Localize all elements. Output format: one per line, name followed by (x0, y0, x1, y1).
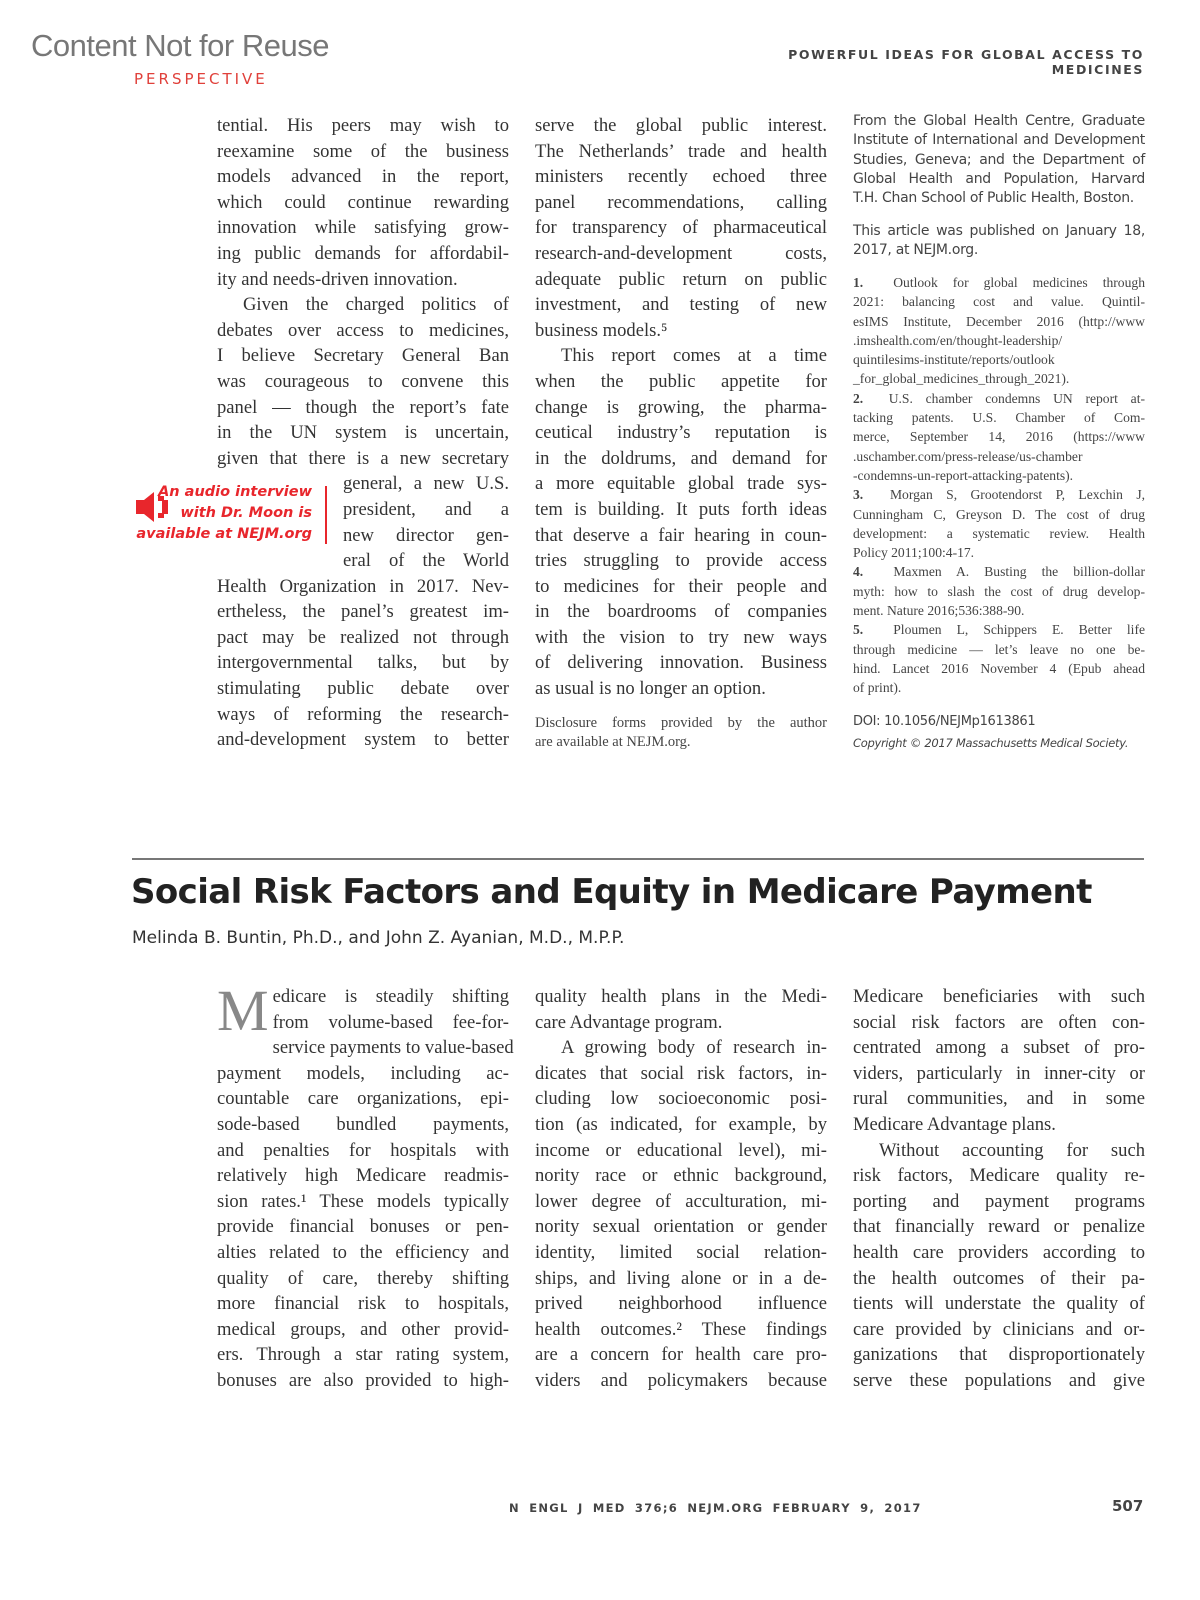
reference-text: ment. Nature 2016;536:388-90. (853, 603, 1025, 619)
footer-citation: N ENGL J MED 376;6 NEJM.ORG FEBRUARY 9, 2017 (509, 1501, 922, 1515)
text-line: Medicare beneficiaries with such (853, 986, 1145, 1007)
disclosure-line: Disclosure forms provided by the author (535, 715, 827, 731)
text-line: sode-based bundled payments, (217, 1113, 509, 1135)
text-line: viders and policymakers because (535, 1369, 827, 1391)
paragraph (535, 343, 827, 701)
text-line: identity, limited social relation- (535, 1241, 827, 1263)
text-line: Without accounting for such (879, 1139, 1145, 1161)
reference-line (853, 524, 1145, 543)
text-line: From the Global Health Centre, Graduate (853, 113, 1145, 129)
copyright: Copyright © 2017 Massachusetts Medical Society. (853, 736, 1129, 750)
reference-text: myth: how to slash the cost of drug develop- (853, 583, 1145, 599)
text-line: quality of care, thereby shifting (217, 1267, 509, 1289)
audio-note-line: available at NEJM.org (136, 526, 312, 542)
reference-text: .imshealth.com/en/thought-leadership/ (853, 332, 1063, 348)
paragraph (217, 113, 509, 292)
paragraph (217, 978, 514, 1394)
text-line: in the boardrooms of companies (535, 601, 827, 623)
text-line: new director gen- (343, 524, 509, 546)
text-line: adequate public return on public (535, 268, 827, 290)
text-line: Given the charged politics of (243, 294, 509, 316)
article-authors: Melinda B. Buntin, Ph.D., and John Z. Ayanian, M.D., M.P.P. (132, 928, 625, 948)
text-line: tem is building. It puts forth ideas (535, 498, 827, 520)
text-line: business models.⁵ (535, 319, 668, 341)
reference-text: hind. Lancet 2016 November 4 (Epub ahead (853, 660, 1145, 676)
reference-text: Morgan S, Grootendorst P, Lexchin J, (889, 487, 1146, 503)
text-line: ships, and living alone or in a de- (535, 1267, 827, 1289)
reference-line (853, 312, 1145, 331)
text-line: that deserve a fair hearing in coun- (535, 524, 827, 546)
text-line: ity and needs-driven innovation. (217, 268, 458, 290)
reference-line (853, 447, 1145, 466)
text-line: Health Organization in 2017. Nev- (217, 575, 509, 597)
text-line: of delivering innovation. Business (535, 652, 827, 674)
text-line: rural communities, and in some (853, 1088, 1145, 1110)
article2-column-1 (217, 978, 514, 1394)
reference-text: U.S. chamber condemns UN report at- (888, 390, 1146, 406)
text-line: which could continue rewarding (217, 191, 509, 213)
text-line: ertheless, the panel’s greatest im- (217, 601, 509, 623)
text-line: health outcomes.² These findings (535, 1318, 827, 1340)
reference-line (853, 273, 1145, 292)
text-line: porting and payment programs (853, 1190, 1145, 1212)
text-line: centrated among a subset of pro- (853, 1037, 1145, 1059)
text-line: debates over access to medicines, (217, 319, 509, 341)
text-line: prived neighborhood influence (535, 1293, 827, 1315)
text-line: A growing body of research in- (561, 1037, 827, 1059)
text-line: income or educational level), mi- (535, 1139, 827, 1161)
reference-number: 3. (853, 487, 864, 503)
text-line: stimulating public debate over (217, 678, 509, 700)
text-line: nority race or ethnic background, (535, 1165, 827, 1187)
text-line: in the doldrums, and demand for (535, 447, 827, 469)
running-head: POWERFUL IDEAS FOR GLOBAL ACCESS TO MEDICINES (788, 47, 1144, 77)
text-line: when the public appetite for (535, 370, 827, 392)
text-line: care Advantage program. (535, 1011, 723, 1033)
text-line: from volume-based fee-for- (272, 1011, 509, 1033)
text-line: reexamine some of the business (217, 140, 509, 162)
reference-text: Maxmen A. Busting the billion-dollar (893, 564, 1145, 580)
text-line: intergovernmental talks, but by (217, 652, 509, 674)
text-line: models advanced in the report, (217, 166, 509, 188)
article2-column-2 (535, 984, 827, 1394)
reference-text: .uschamber.com/press-release/us-chamber (853, 448, 1083, 464)
article-title: Social Risk Factors and Equity in Medicare Payment (131, 872, 1092, 912)
reference-line (853, 292, 1145, 311)
disclosure-note (535, 714, 827, 751)
text-line: serve the global public interest. (535, 115, 827, 136)
reference-text: tacking patents. U.S. Chamber of Com- (853, 410, 1145, 426)
text-line: care provided by clinicians and or- (853, 1318, 1145, 1340)
reference-text: -condemns-un-report-attacking-patents). (853, 467, 1074, 483)
article2-column-3 (853, 984, 1145, 1394)
text-line: and-development system to better (217, 729, 509, 751)
text-line: T.H. Chan School of Public Health, Boston. (853, 190, 1134, 207)
text-line: tion (as indicated, for example, by (535, 1113, 827, 1135)
text-line: panel recommendations, calling (535, 191, 827, 213)
paragraph (535, 113, 827, 343)
reference-text: quintilesims-institute/reports/outlook (853, 352, 1055, 368)
reference-item (853, 389, 1145, 485)
publication-note (853, 222, 1145, 261)
reference-line (853, 562, 1145, 581)
audio-note-line: An audio interview (158, 484, 312, 500)
page-number: 507 (1112, 1497, 1144, 1515)
text-line: research-and-development costs, (535, 242, 827, 264)
reference-line (853, 678, 1145, 697)
reference-item (853, 273, 1145, 389)
text-line: serve these populations and give (853, 1369, 1145, 1391)
reference-number: 1. (853, 275, 864, 290)
audio-note-divider (325, 486, 327, 544)
text-line: ministers recently echoed three (535, 166, 827, 188)
reference-line (853, 620, 1145, 639)
text-line: for transparency of pharmaceutical (535, 217, 827, 239)
reference-text: _for_global_medicines_through_2021). (853, 371, 1070, 387)
text-line: edicare is steadily shifting (272, 986, 509, 1007)
reference-text: 2021: balancing cost and value. Quintil- (853, 294, 1145, 310)
text-line: countable care organizations, epi- (217, 1088, 509, 1110)
reference-line (853, 331, 1145, 350)
text-line: nority sexual orientation or gender (535, 1216, 827, 1238)
text-line: tential. His peers may wish to (217, 115, 509, 136)
text-line: social risk factors are often con- (853, 1011, 1145, 1033)
reference-text: Ploumen L, Schippers E. Better life (893, 622, 1146, 638)
text-line: health care providers according to (853, 1241, 1145, 1263)
text-line: I believe Secretary General Ban (217, 345, 509, 367)
reference-line (853, 369, 1145, 388)
text-line: viders, particularly in inner-city or (853, 1062, 1145, 1084)
text-line: panel — though the report’s fate (217, 396, 509, 418)
text-line: a more equitable global trade sys- (535, 473, 827, 495)
text-line: are a concern for health care pro- (535, 1344, 827, 1366)
author-affiliation (853, 112, 1145, 208)
reference-text: of print). (853, 680, 902, 696)
text-line: payment models, including ac- (217, 1062, 509, 1084)
text-line: change is growing, the pharma- (535, 396, 827, 418)
text-line: dicates that social risk factors, in- (535, 1062, 827, 1084)
audio-note-line: with Dr. Moon is (180, 505, 312, 521)
text-line: Medicare Advantage plans. (853, 1113, 1056, 1135)
reference-number: 5. (853, 622, 864, 638)
section-label: PERSPECTIVE (134, 70, 268, 88)
reference-line (853, 466, 1145, 485)
text-line: president, and a (343, 498, 509, 520)
text-line: eral of the World (343, 550, 509, 572)
reference-text: merce, September 14, 2016 (https://www (853, 429, 1145, 445)
reference-line (853, 485, 1145, 504)
paragraph (853, 984, 1145, 1138)
references-list (853, 273, 1145, 698)
text-line: lower degree of acculturation, mi- (535, 1190, 827, 1212)
text-line: was courageous to convene this (217, 370, 509, 392)
text-line: ceutical industry’s reputation is (535, 422, 827, 444)
reference-line (853, 582, 1145, 601)
text-line: tients will understate the quality of (853, 1293, 1145, 1315)
text-line: The Netherlands’ trade and health (535, 140, 827, 162)
reference-text: through medicine — let’s leave no one be- (853, 641, 1145, 657)
paragraph (535, 984, 827, 1035)
reference-item (853, 620, 1145, 697)
reference-line (853, 408, 1145, 427)
text-line: more financial risk to hospitals, (217, 1293, 509, 1315)
text-line: service payments to value-based (272, 1037, 514, 1059)
watermark: Content Not for Reuse (31, 28, 329, 63)
doi: DOI: 10.1056/NEJMp1613861 (853, 714, 1036, 729)
text-line: given that there is a new secretary (217, 447, 509, 469)
reference-text: Outlook for global medicines through (893, 275, 1145, 290)
article1-column-1 (217, 113, 509, 753)
text-line: provide financial bonuses or pen- (217, 1216, 509, 1238)
text-line: investment, and testing of new (535, 294, 827, 316)
text-line: Studies, Geneva; and the Department of (853, 151, 1145, 168)
text-line: tries struggling to provide access (535, 550, 827, 572)
text-line: This report comes at a time (561, 345, 827, 367)
text-line: ganizations that disproportionately (853, 1344, 1145, 1366)
paragraph (535, 1035, 827, 1393)
reference-item (853, 562, 1145, 620)
text-line: ing public demands for affordabil- (217, 242, 509, 264)
text-line: risk factors, Medicare quality re- (853, 1165, 1145, 1187)
text-line: alties related to the efficiency and (217, 1241, 509, 1263)
text-line: with the vision to try new ways (535, 626, 827, 648)
reference-number: 2. (853, 390, 864, 406)
text-line: pact may be realized not through (217, 626, 509, 648)
reference-line (853, 350, 1145, 369)
text-line: Institute of International and Development (853, 132, 1145, 149)
text-line: sion rates.¹ These models typically (217, 1190, 509, 1212)
text-line: ers. Through a star rating system, (217, 1344, 509, 1366)
text-line: relatively high Medicare readmis- (217, 1165, 509, 1187)
reference-text: development: a systematic review. Health (853, 525, 1145, 541)
text-line: and penalties for hospitals with (217, 1139, 509, 1161)
reference-line (853, 601, 1145, 620)
text-line: 2017, at NEJM.org. (853, 242, 979, 259)
disclosure-line: are available at NEJM.org. (535, 733, 691, 750)
reference-line (853, 389, 1145, 408)
text-line: This article was published on January 18, (853, 223, 1145, 239)
text-line: the health outcomes of their pa- (853, 1267, 1145, 1289)
reference-item (853, 485, 1145, 562)
reference-line (853, 640, 1145, 659)
text-line: that financially reward or penalize (853, 1216, 1145, 1238)
text-line: quality health plans in the Medi- (535, 986, 827, 1007)
text-line: as usual is no longer an option. (535, 678, 766, 700)
paragraph (853, 1138, 1145, 1394)
drop-cap: M (217, 978, 269, 1043)
text-line: cluding low socioeconomic posi- (535, 1088, 827, 1110)
text-line: Global Health and Population, Harvard (853, 170, 1145, 187)
reference-text: Cunningham C, Greyson D. The cost of drug (853, 506, 1145, 522)
article-divider (132, 858, 1144, 860)
text-line: innovation while satisfying grow- (217, 217, 509, 239)
text-line: in the UN system is uncertain, (217, 422, 509, 444)
reference-text: Policy 2011;100:4-17. (853, 545, 975, 561)
text-line: bonuses are also provided to high- (217, 1369, 509, 1391)
text-line: to medicines for their people and (535, 575, 827, 597)
text-line: medical groups, and other provid- (217, 1318, 509, 1340)
reference-line (853, 659, 1145, 678)
text-line: ways of reforming the research- (217, 703, 509, 725)
text-line: general, a new U.S. (343, 473, 509, 495)
reference-line (853, 543, 1145, 562)
reference-text: esIMS Institute, December 2016 (http://www (853, 313, 1145, 329)
reference-line (853, 505, 1145, 524)
reference-line (853, 427, 1145, 446)
reference-number: 4. (853, 564, 864, 580)
article1-column-2 (535, 113, 827, 702)
